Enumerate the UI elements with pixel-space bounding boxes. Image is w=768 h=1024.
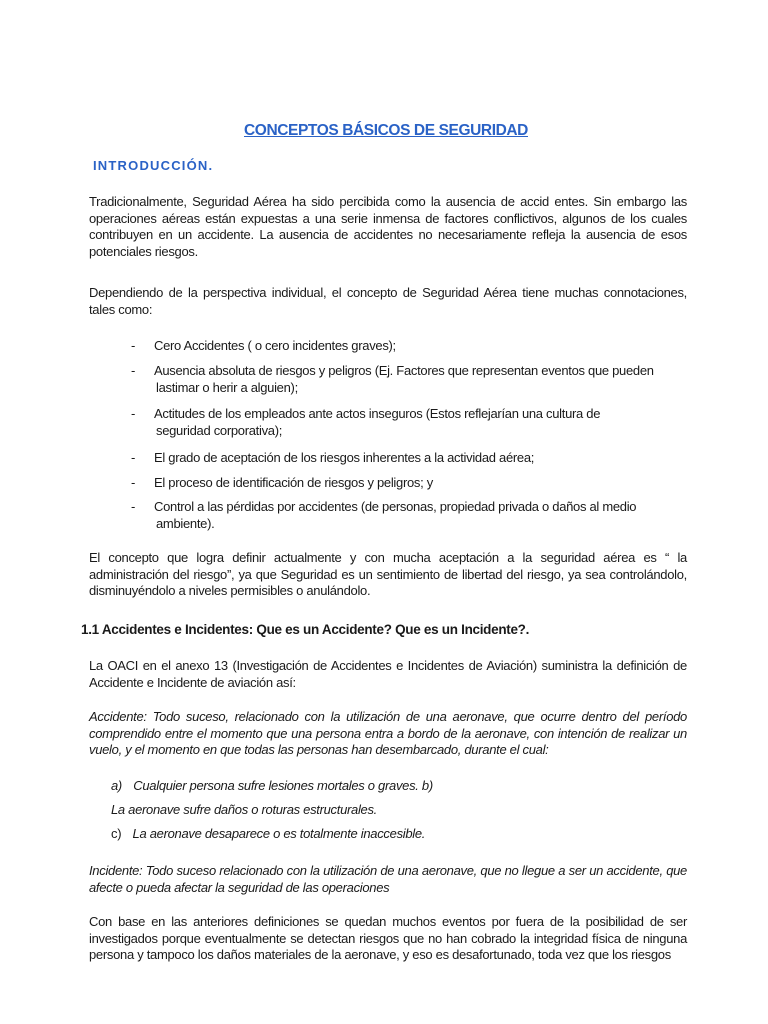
list-item-text-continued: ambiente). [156, 515, 215, 531]
list-item-text-continued: lastimar o herir a alguien); [156, 379, 298, 395]
perspective-paragraph: Dependiendo de la perspectiva individual, el concepto de Seguridad Aérea tiene muchas connotaciones, tales como: [89, 285, 687, 317]
list-item-text: El grado de aceptación de los riesgos inherentes a la actividad aérea; [154, 450, 535, 465]
incident-definition: Incidente: Todo suceso relacionado con la utilización de una aeronave, que no llegue a ser un accidente, que afecte o pueda afectar la seguridad de las operaciones [89, 863, 687, 895]
bullet-dash: - [131, 475, 136, 490]
list-item-text-continued: seguridad corporativa); [156, 422, 283, 438]
list-item-text: El proceso de identificación de riesgos y peligros; y [154, 475, 433, 490]
closing-paragraph: Con base en las anteriores definiciones se quedan muchos eventos por fuera de la posibilidad de ser investigados porque eventualmente se detectan riesgos que no han cobrado la integridad física de ninguna persona y tampoco los daños materiales de la aeronave, y eso es desafortunado, toda vez que los riesgos [89, 914, 687, 963]
section-heading: 1.1 Accidentes e Incidentes: Que es un Accidente? Que es un Incidente?. [81, 622, 530, 637]
bullet-dash: - [131, 338, 136, 353]
list-item-text: Cero Accidentes ( o cero incidentes graves); [154, 338, 396, 353]
list-item-text: Actitudes de los empleados ante actos inseguros (Estos reflejarían una cultura de [154, 406, 601, 421]
definition-item-a [111, 778, 433, 794]
page-title: CONCEPTOS BÁSICOS DE SEGURIDAD [244, 122, 528, 139]
bullet-dash: - [131, 406, 136, 421]
bullet-dash: - [131, 499, 136, 514]
definition-text-c: La aeronave desaparece o es totalmente inaccesible. [132, 826, 426, 841]
list-item-text: Ausencia absoluta de riesgos y peligros (Ej. Factores que representan eventos que pueden [154, 363, 654, 378]
oaci-paragraph: La OACI en el anexo 13 (Investigación de Accidentes e Incidentes de Aviación) suministra la definición de Accidente e Incidente de aviación así: [89, 658, 687, 690]
definition-marker-c: c) [111, 826, 122, 841]
accident-definition: Accidente: Todo suceso, relacionado con la utilización de una aeronave, que ocurre dentro del período comprendido entre el momento que una persona entra a bordo de la aeronave, con intención de realizar un vuelo, y el momento en que todas las personas han desembarcado, durante el cual: [89, 709, 687, 758]
intro-paragraph: Tradicionalmente, Seguridad Aérea ha sido percibida como la ausencia de accid entes. Sin embargo las operaciones aéreas están expuestas a una serie inmensa de factores conflictivos, algunos de los cuales contribuyen en un accidente. La ausencia de accidentes no necesariamente refleja la ausencia de esos potenciales riesgos. [89, 194, 687, 260]
definition-marker-a: a) [111, 778, 122, 793]
bullet-dash: - [131, 450, 136, 465]
intro-heading: INTRODUCCIÓN. [93, 158, 214, 173]
concept-paragraph: El concepto que logra definir actualmente y con mucha aceptación a la seguridad aérea es “ la administración del riesgo”, ya que Seguridad es un sentimiento de libertad del riesgo, ya sea controlándolo, disminuyéndolo a niveles permisibles o anulándolo. [89, 550, 687, 599]
definition-text-b: La aeronave sufre daños o roturas estructurales. [111, 802, 377, 817]
list-item-text: Control a las pérdidas por accidentes (de personas, propiedad privada o daños al medio [154, 499, 637, 514]
bullet-dash: - [131, 363, 136, 378]
definition-text-a: Cualquier persona sufre lesiones mortales o graves. b) [133, 778, 433, 793]
definition-item-c [111, 826, 425, 842]
